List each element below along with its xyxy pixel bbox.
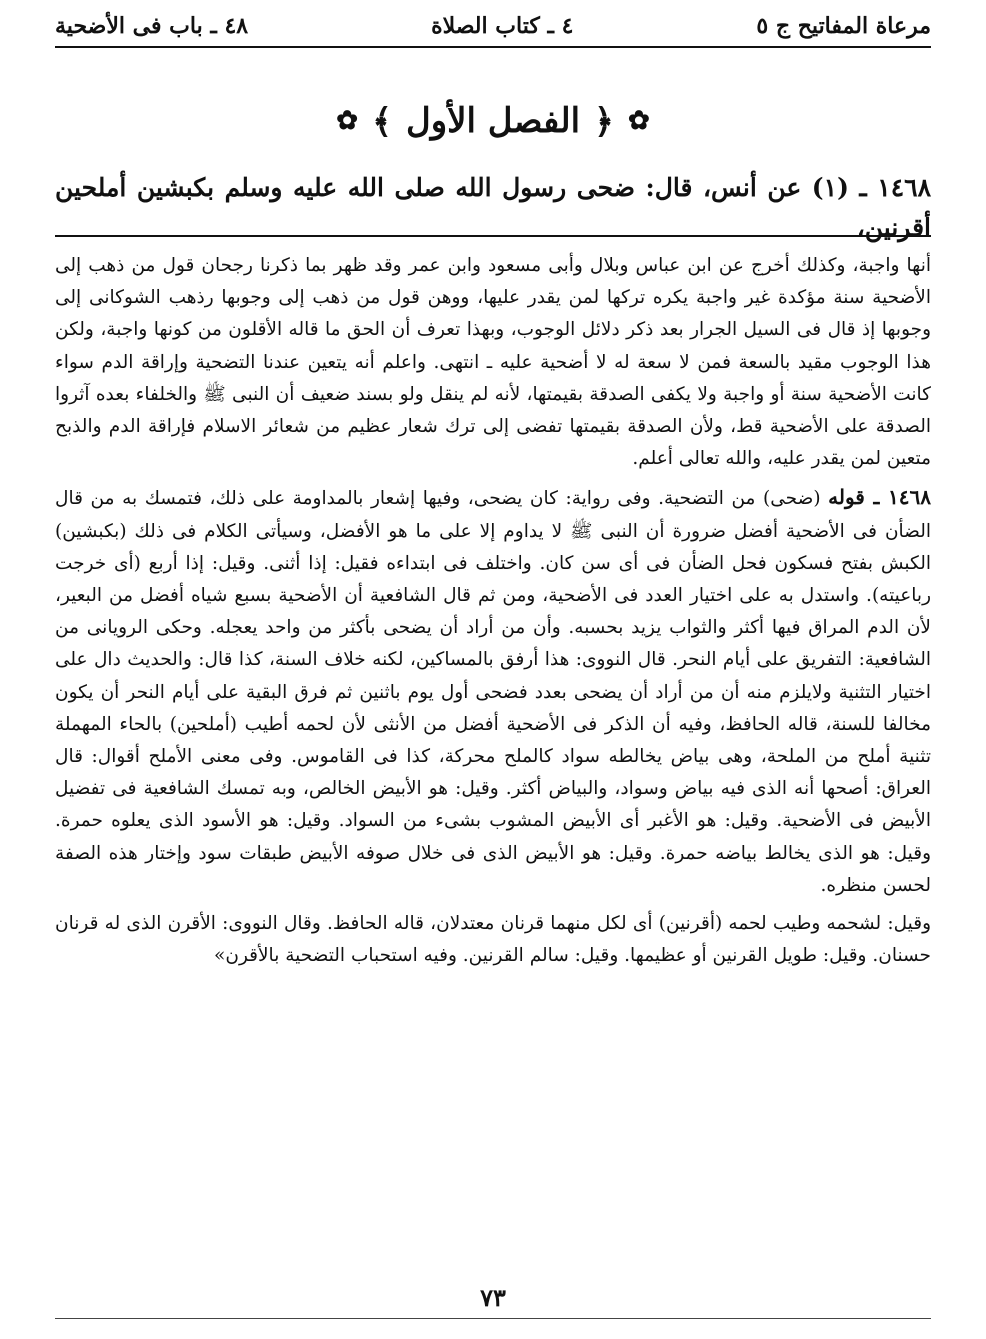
section-heading: ✿ ﴿ الفصل الأول ﴾ ✿: [336, 101, 650, 142]
commentary: [55, 250, 931, 972]
paragraph-lead: ١٤٦٨ ـ قوله: [828, 485, 931, 510]
footer-rule: [55, 1318, 931, 1319]
header-section: ٤٨ ـ باب فى الأضحية: [55, 13, 249, 39]
hadith-text: ١٤٦٨ ـ (١) عن أنس، قال: ضحى رسول الله صلى الله عليه وسلم بكبشين أملحين أقرنين،: [55, 173, 931, 242]
commentary-paragraph: [55, 481, 931, 902]
commentary-paragraph: أنها واجبة، وكذلك أخرج عن ابن عباس وبلال وأبى مسعود وابن عمر وقد ظهر بما ذكرنا رجحان قول من ذهب إلى الأضحية سنة مؤكدة غير واجبة يكره تركها لمن يقدر عليها، ووهن قول من ذهب إلى وجوبها رذهب الشوكانى إلى وجوبها إذ قال فى السيل الجرار بعد ذكر دلائل الوجوب، وبهذا تعرف أن الحق ما قاله الأقلون من كونها واجبة، ولكن هذا الوجوب مقيد بالسعة فمن لا سعة له لا أضحية عليه ـ انتهى. واعلم أنه يتعين عندنا التضحية وإراقة الدم سواء كانت الأضحية سنة أو واجبة ولا يكفى الصدقة بقيمتها، لأنه لم ينقل ولو بسند ضعيف أن النبى ﷺ والخلفاء بعده آثروا الصدقة على الأضحية قط، ولأن الصدقة بقيمتها تفضى إلى ترك شعار عظيم من شعائر الاسلام فإراقة الدم والذبح متعين لمن يقدر عليه، والله تعالى أعلم.: [55, 255, 931, 470]
ornament-icon: ✿: [336, 106, 359, 136]
paragraph-text: (ضحى) من التضحية. وفى رواية: كان يضحى، وفيها إشعار بالمداومة على ذلك، فتمسك به من قال الضأن فى الأضحية أفضل ضرورة أن النبى ﷺ لا يداوم إلا على ما هو الأفضل، وسيأتى الكلام فى ذلك (بكبشين) الكبش بفتح فسكون فحل الضأن فى أى سن كان. واختلف فى ابتداءه فقيل: إذا أثنى. وقيل: إذا أربع (أى خرجت رباعيته). واستدل به على اختيار العدد فى الأضحية، ومن ثم قال الشافعية أن الأضحية بسبع شياه أفضل من البعير، لأن الدم المراق فيها أكثر والثواب يزيد بحسبه. وأن من أراد أن يضحى بأكثر من واحد يعجله. وحكى الرويانى من الشافعية: التفريق على أيام النحر. قال النووى: هذا أرفق بالمساكين، لكنه خلاف السنة، كذا قال: والحديث دال على اختيار التثنية ولايلزم منه أن من أراد أن يضحى بعدد فضحى أول يوم باثنين ثم فرق البقية على أيام النحر أن يكون مخالفا للسنة، قاله الحافظ، وفيه أن الذكر فى الأضحية أفضل من الأنثى لأن لحمه أطيب (أملحين) بالحاء المهملة تثنية أملح من الملحة، وهى بياض يخالطه سواد كالملح محركة، كذا فى القاموس. وفى معنى الأملح أقوال: قال العراق: أصحها أنه الذى فيه بياض وسواد، والبياض أكثر. وقيل: هو الأبيض الخالص، وبه تمسك الشافعية فى تفضيل الأبيض فى الأضحية. وقيل: هو الأغبر أى الأبيض المشوب بشىء من السواد. وقيل: هو الأسود الذى يعلوه حمرة. وقيل: هو الذى يخالط بياضه حمرة. وقيل: هو الأبيض الذى فى خلال صوفه الأبيض طبقات سود وإختار هذه الصفة لحسن منظره.: [55, 488, 931, 896]
section-title: الفصل الأول: [405, 101, 581, 141]
ornament-icon: ✿: [627, 106, 650, 136]
page-number: ٧٣: [480, 1283, 506, 1312]
separator-rule: [55, 235, 931, 237]
running-header: [55, 8, 931, 44]
commentary-paragraph: وقيل: لشحمه وطيب لحمه (أقرنين) أى لكل منهما قرنان معتدلان، قاله الحافظ. وقال النووى: الأقرن الذى له قرنان حسنان. وقيل: طويل القرنين أو عظيمها. وقيل: سالم القرنين. وفيه استحباب التضحية بالأقرن»: [55, 913, 931, 967]
header-book-title: مرعاة المفاتيح ج ٥: [756, 13, 931, 39]
header-rule: [55, 46, 931, 48]
header-chapter: ٤ ـ كتاب الصلاة: [431, 13, 574, 39]
